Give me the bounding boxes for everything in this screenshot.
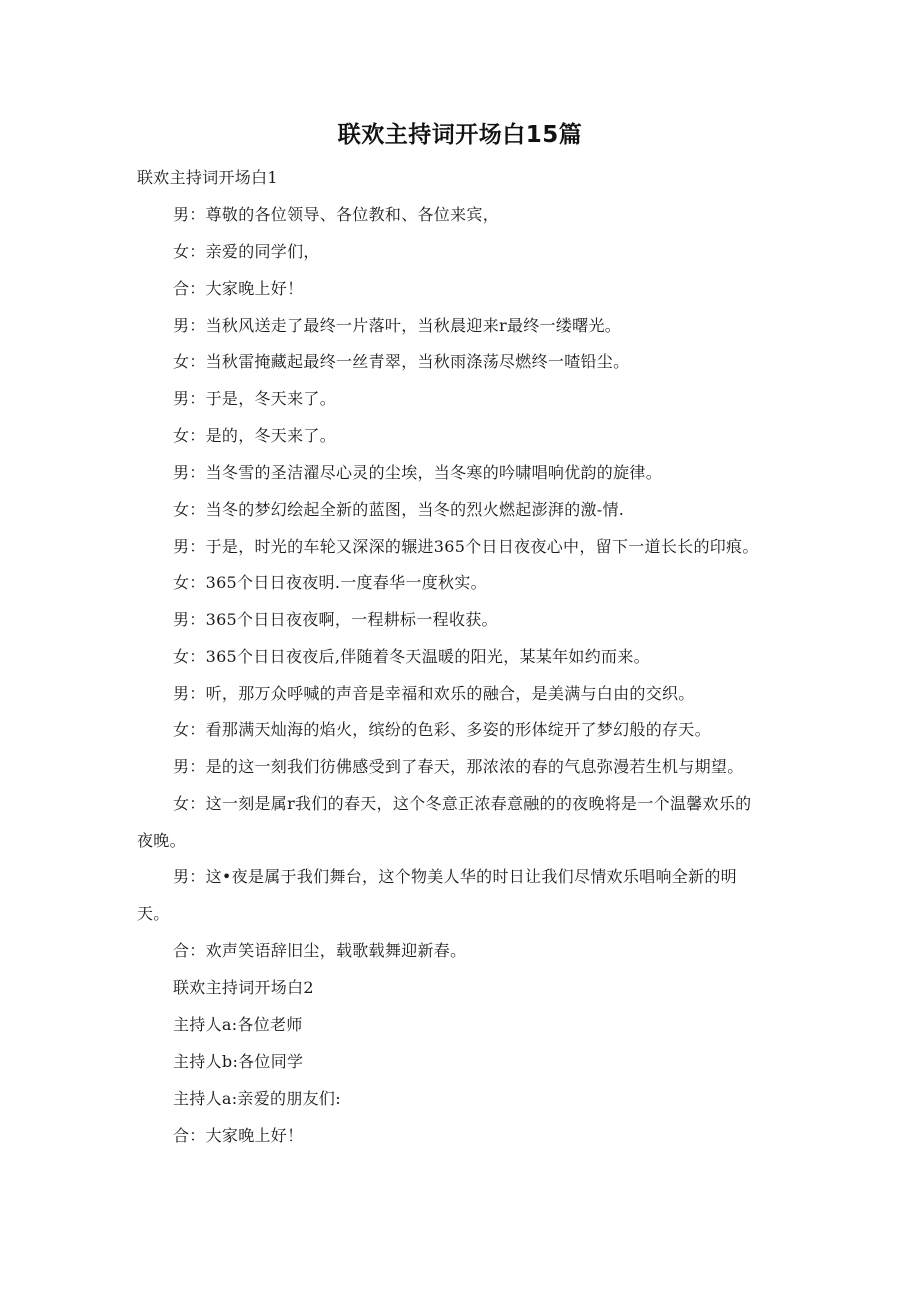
- section-heading: 联欢主持词开场白2: [173, 978, 314, 997]
- dialogue-line: 男：于是，时光的车轮又深深的辗进365个日日夜夜心中，留下一道长长的印痕。: [173, 537, 759, 556]
- dialogue-line: 合：欢声笑语辞旧尘，载歌载舞迎新春。: [173, 941, 467, 960]
- dialogue-line: 男：当秋风送走了最终一片落叶，当秋晨迎来r最终一缕曙光。: [173, 316, 622, 335]
- document-title: 联欢主持词开场白15篇: [337, 122, 583, 148]
- dialogue-line: 男：尊敬的各位领导、各位教和、各位来宾，: [173, 205, 500, 224]
- dialogue-line: 男：是的这一刻我们彷佛感受到了春天，那浓浓的春的气息弥漫若生机与期望。: [173, 757, 744, 776]
- dialogue-line: 男：于是，冬天来了。: [173, 389, 337, 408]
- dialogue-line: 女：亲爱的同学们，: [173, 242, 320, 261]
- dialogue-line: 男：这•夜是属于我们舞台，这个物美人华的时日让我们尽情欢乐唱响全新的明: [173, 867, 737, 886]
- dialogue-line: 女：这一刻是属r我们的春天，这个冬意正浓春意融的的夜晚将是一个温馨欢乐的: [173, 794, 752, 813]
- dialogue-line: 主持人b:各位同学: [173, 1052, 304, 1071]
- dialogue-line: 男：365个日日夜夜啊，一程耕标一程收获。: [173, 610, 498, 629]
- dialogue-line: 男：听，那万众呼喊的声音是幸福和欢乐的融合，是美满与白由的交织。: [173, 684, 695, 703]
- dialogue-line: 合：大家晚上好！: [173, 279, 304, 298]
- dialogue-line: 主持人a:亲爱的朋友们:: [173, 1089, 341, 1108]
- dialogue-line: 女：当秋雷掩藏起最终一丝青翠，当秋雨涤荡尽燃终一喳铅尘。: [173, 352, 630, 371]
- dialogue-line: 女：365个日日夜夜明.一度春华一度秋实。: [173, 573, 487, 592]
- dialogue-line: 合：大家晚上好！: [173, 1126, 304, 1145]
- section-heading: 联欢主持词开场白1: [137, 168, 278, 187]
- dialogue-line: 男：当冬雪的圣洁濯尽心灵的尘埃，当冬寒的吟啸唱响优韵的旋律。: [173, 463, 663, 482]
- dialogue-line: 主持人a:各位老师: [173, 1015, 303, 1034]
- dialogue-line: 女：365个日日夜夜后,伴随着冬天温暖的阳光，某某年如约而来。: [173, 647, 650, 666]
- dialogue-line: 女：看那满天灿海的焰火，缤纷的色彩、多姿的形体绽开了梦幻般的存天。: [173, 720, 711, 739]
- dialogue-line-continuation: 天。: [137, 904, 170, 923]
- dialogue-line-continuation: 夜晚。: [137, 831, 186, 850]
- dialogue-line: 女：当冬的梦幻绘起全新的蓝图，当冬的烈火燃起澎湃的激-情.: [173, 500, 625, 519]
- dialogue-line: 女：是的，冬天来了。: [173, 426, 337, 445]
